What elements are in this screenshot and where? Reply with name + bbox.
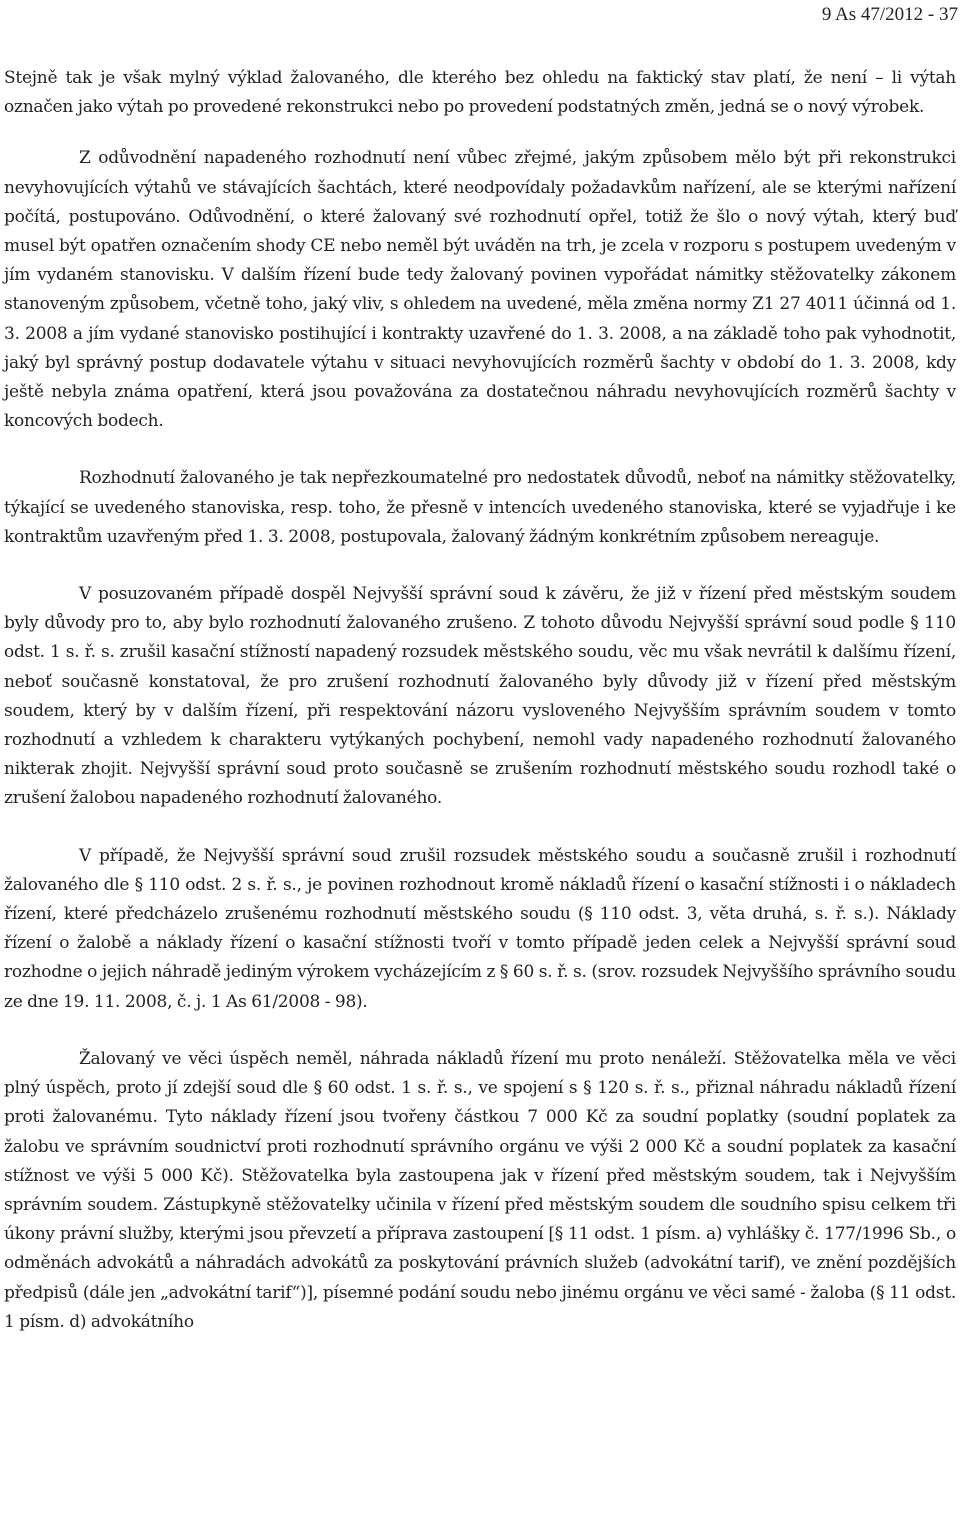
paragraph-unreviewable: Rozhodnutí žalovaného je tak nepřezkoumatelné pro nedostatek důvodů, neboť na námitky stěžovatelky, týkající se uvedeného stanoviska, resp. toho, že přesně v intencích uvedeného stanoviska, které se vyjadřuje i ke kontraktům uzavřeným před 1. 3. 2008, postupovala, žalovaný žádným konkrétním způsobem nereaguje. xyxy=(4,468,956,547)
case-number-header: 9 As 47/2012 - 37 xyxy=(821,4,958,25)
paragraph-reasoning: Z odůvodnění napadeného rozhodnutí není vůbec zřejmé, jakým způsobem mělo být při rekonstrukci nevyhovujících výtahů ve stávajících šachtách, které neodpovídaly požadavkům nařízení, ale se kterými nařízení počítá, postupováno. Odůvodnění, o které žalovaný své rozhodnutí opřel, totiž že šlo o nový výtah, který buď musel být opatřen označením shody CE nebo neměl být uváděn na trh, je zcela v rozporu s postupem uvedeným v jím vydaném stanovisku. V dalším řízení bude tedy žalovaný povinen vypořádat námitky stěžovatelky zákonem stanoveným způsobem, včetně toho, jaký vliv, s ohledem na uvedené, měla změna normy Z1 27 4011 účinná od 1. 3. 2008 a jím vydané stanovisko postihující i kontrakty uzavřené do 1. 3. 2008, a na základě toho pak vyhodnotit, jaký byl správný postup dodavatele výtahu v situaci nevyhovujících rozměrů šachty v období do 1. 3. 2008, kdy ještě nebyla známa opatření, která jsou považována za dostatečnou náhradu nevyhovujících rozměrů šachty v koncových bodech. xyxy=(4,148,956,432)
document-page xyxy=(4,0,956,1337)
paragraph-court-conclusion: V posuzovaném případě dospěl Nejvyšší správní soud k závěru, že již v řízení před městským soudem byly důvody pro to, aby bylo rozhodnutí žalovaného zrušeno. Z tohoto důvodu Nejvyšší správní soud podle § 110 odst. 1 s. ř. s. zrušil kasační stížností napadený rozsudek městského soudu, věc mu však nevrátil k dalšímu řízení, neboť současně konstatoval, že pro zrušení rozhodnutí žalovaného byly důvody již v řízení před městským soudem, který by v dalším řízení, při respektování názoru vysloveného Nejvyšším správním soudem v tomto rozhodnutí a vzhledem k charakteru vytýkaných pochybení, nemohl vady napadeného rozhodnutí žalovaného nikterak zhojit. Nejvyšší správní soud proto současně se zrušením rozhodnutí městského soudu rozhodl také o zrušení žalobou napadeného rozhodnutí žalovaného. xyxy=(4,584,956,809)
paragraph-lift-marking: Stejně tak je však mylný výklad žalovaného, dle kterého bez ohledu na faktický stav platí, že není – li výtah označen jako výtah po provedené rekonstrukci nebo po provedení podstatných změn, jedná se o nový výrobek. xyxy=(4,68,956,118)
paragraph-costs-award: Žalovaný ve věci úspěch neměl, náhrada nákladů řízení mu proto nenáleží. Stěžovatelka měla ve věci plný úspěch, proto jí zdejší soud dle § 60 odst. 1 s. ř. s., ve spojení s § 120 s. ř. s., přiznal náhradu nákladů řízení proti žalovanému. Tyto náklady řízení jsou tvořeny částkou 7 000 Kč za soudní poplatky (soudní poplatek za žalobu ve správním soudnictví proti rozhodnutí správního orgánu ve výši 2 000 Kč a soudní poplatek za kasační stížnost ve výši 5 000 Kč). Stěžovatelka byla zastoupena jak v řízení před městským soudem, tak i Nejvyšším správním soudem. Zástupkyně stěžovatelky učinila v řízení před městským soudem dle soudního spisu celkem tři úkony právní služby, kterými jsou převzetí a příprava zastoupení [§ 11 odst. 1 písm. a) vyhlášky č. 177/1996 Sb., o odměnách advokátů a náhradách advokátů za poskytování právních služeb (advokátní tarif), ve znění pozdějších předpisů (dále jen „advokátní tarif“)], písemné podání soudu nebo jinému orgánu ve věci samé - žaloba (§ 11 odst. 1 písm. d) advokátního xyxy=(4,1048,956,1332)
paragraph-costs-rule: V případě, že Nejvyšší správní soud zrušil rozsudek městského soudu a současně zrušil i rozhodnutí žalovaného dle § 110 odst. 2 s. ř. s., je povinen rozhodnout kromě nákladů řízení o kasační stížnosti i o nákladech řízení, které předcházelo zrušenému rozhodnutí městského soudu (§ 110 odst. 3, věta druhá, s. ř. s.). Náklady řízení o žalobě a náklady řízení o kasační stížnosti tvoří v tomto případě jeden celek a Nejvyšší správní soud rozhodne o jejich náhradě jediným výrokem vycházejícím z § 60 s. ř. s. (srov. rozsudek Nejvyššího správního soudu ze dne 19. 11. 2008, č. j. 1 As 61/2008 - 98). xyxy=(4,845,956,1012)
